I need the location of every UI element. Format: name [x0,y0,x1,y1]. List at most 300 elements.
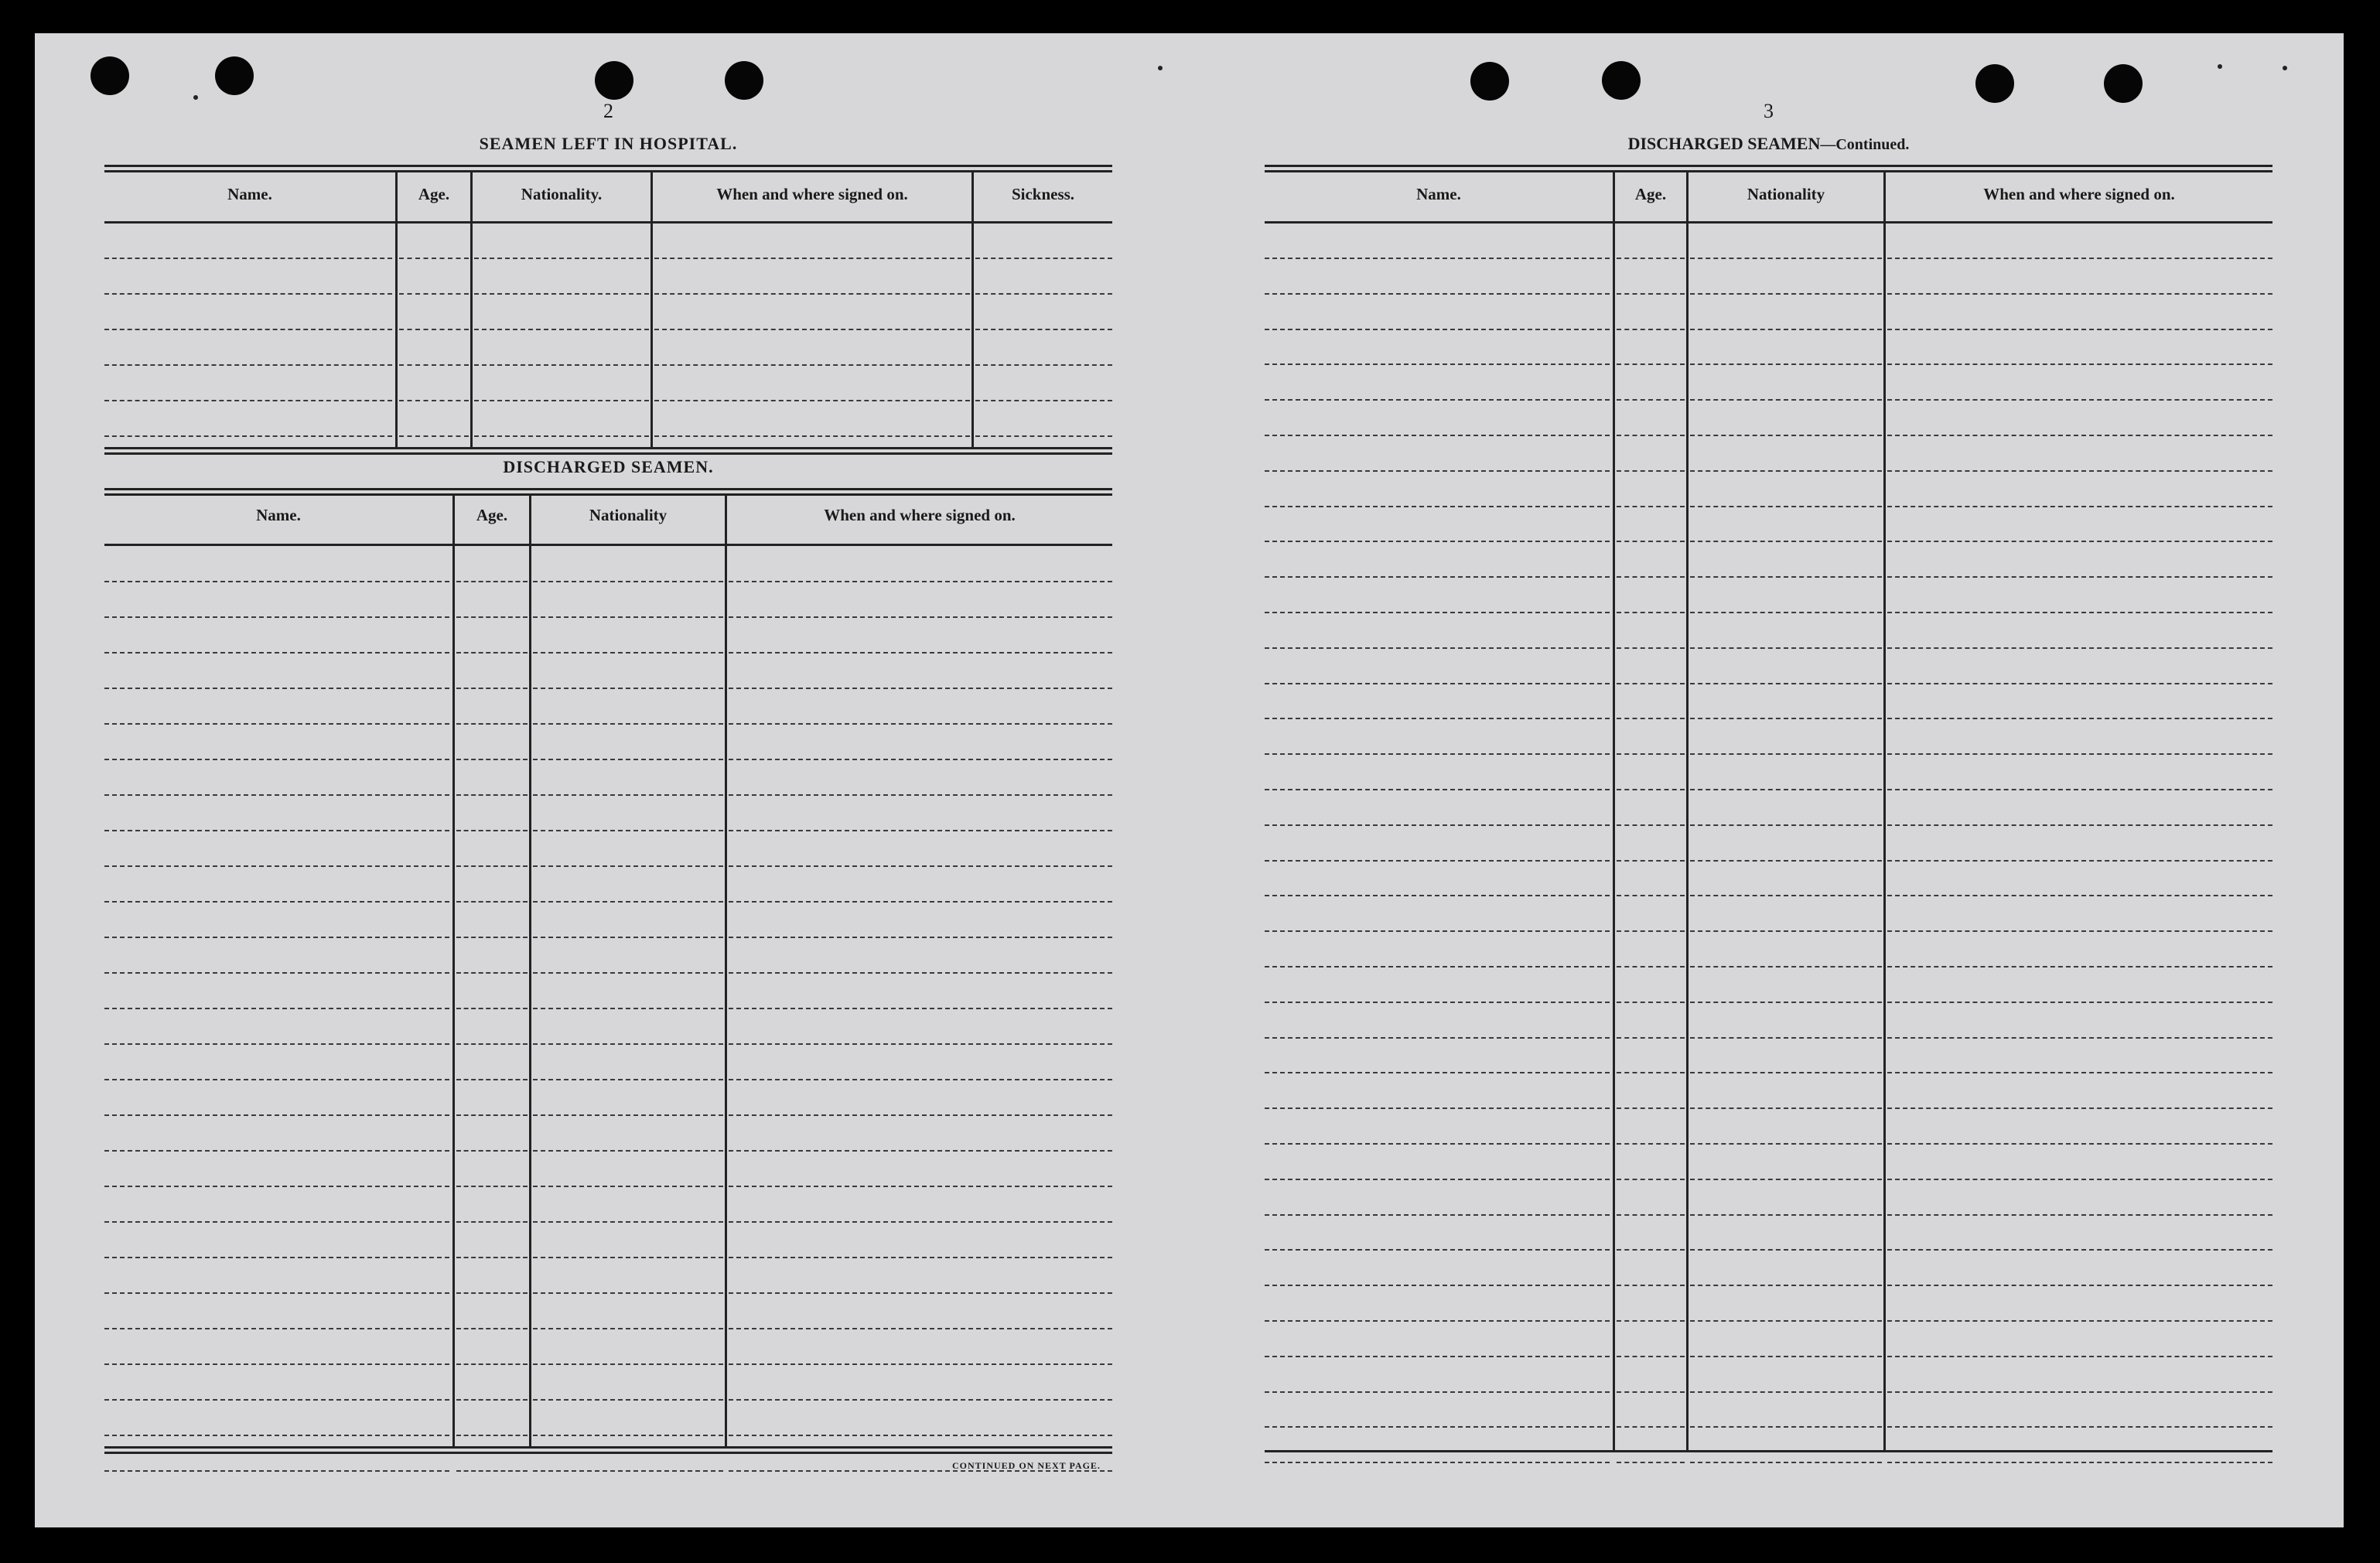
entry-line[interactable] [1265,1002,1610,1003]
entry-line[interactable] [104,1008,449,1009]
entry-line[interactable] [533,1399,723,1401]
entry-line[interactable] [1690,1107,1882,1109]
entry-line[interactable] [474,329,649,330]
entry-line[interactable] [399,400,469,401]
entry-line[interactable] [1617,541,1685,542]
entry-line[interactable] [1887,1037,2272,1039]
entry-line[interactable] [104,1470,449,1472]
entry-line[interactable] [1887,753,2272,755]
entry-line[interactable] [729,688,1112,689]
entry-line[interactable] [456,1257,528,1258]
entry-line[interactable] [1265,506,1610,507]
entry-line[interactable] [1617,1462,1685,1463]
entry-line[interactable] [1265,470,1610,472]
entry-line[interactable] [1887,399,2272,401]
entry-line[interactable] [104,901,449,903]
entry-line[interactable] [1617,399,1685,401]
entry-line[interactable] [399,364,469,366]
entry-line[interactable] [456,1221,528,1223]
entry-line[interactable] [456,1435,528,1436]
entry-line[interactable] [533,616,723,618]
entry-line[interactable] [104,688,449,689]
entry-line[interactable] [1265,1391,1610,1393]
entry-line[interactable] [1887,1143,2272,1145]
column-divider [395,172,398,447]
entry-line[interactable] [729,1043,1112,1045]
entry-line[interactable] [533,1079,723,1080]
entry-line[interactable] [729,759,1112,760]
entry-line[interactable] [456,1292,528,1294]
entry-line[interactable] [1265,541,1610,542]
entry-line[interactable] [1617,1002,1685,1003]
entry-line[interactable] [1265,1249,1610,1251]
entry-line[interactable] [1617,895,1685,896]
entry-line[interactable] [1617,1037,1685,1039]
entry-line[interactable] [1690,966,1882,967]
entry-line[interactable] [975,400,1112,401]
entry-line[interactable] [1617,612,1685,613]
entry-line[interactable] [104,329,392,330]
entry-line[interactable] [729,1399,1112,1401]
entry-line[interactable] [456,1150,528,1152]
entry-line[interactable] [1617,435,1685,436]
entry-line[interactable] [729,1150,1112,1152]
entry-line[interactable] [104,1114,449,1116]
entry-line[interactable] [474,293,649,295]
entry-line[interactable] [1617,718,1685,719]
entry-line[interactable] [1887,470,2272,472]
entry-line[interactable] [1617,293,1685,295]
entry-line[interactable] [1690,470,1882,472]
entry-line[interactable] [456,759,528,760]
entry-line[interactable] [1887,576,2272,578]
entry-line[interactable] [399,258,469,259]
entry-line[interactable] [533,1221,723,1223]
entry-line[interactable] [1887,1356,2272,1357]
entry-line[interactable] [1887,363,2272,365]
entry-line[interactable] [1690,541,1882,542]
entry-line[interactable] [975,258,1112,259]
entry-line[interactable] [1265,329,1610,330]
entry-line[interactable] [533,652,723,654]
entry-line[interactable] [533,1435,723,1436]
page-number: 3 [1764,100,1774,122]
entry-line[interactable] [533,865,723,867]
entry-line[interactable] [729,652,1112,654]
column-divider [971,172,974,447]
entry-line[interactable] [104,652,449,654]
entry-line[interactable] [533,1328,723,1329]
entry-line[interactable] [104,1363,449,1365]
entry-line[interactable] [1887,1179,2272,1180]
entry-line[interactable] [1887,683,2272,684]
entry-line[interactable] [1617,683,1685,684]
entry-line[interactable] [975,364,1112,366]
entry-line[interactable] [1690,1072,1882,1073]
entry-line[interactable] [1265,1143,1610,1145]
entry-line[interactable] [1617,1285,1685,1286]
entry-line[interactable] [1617,506,1685,507]
entry-line[interactable] [1887,1285,2272,1286]
entry-line[interactable] [729,830,1112,831]
entry-line[interactable] [104,1435,449,1436]
entry-line[interactable] [1265,1107,1610,1109]
entry-line[interactable] [1887,1107,2272,1109]
entry-line[interactable] [1690,506,1882,507]
entry-line[interactable] [1690,329,1882,330]
entry-line[interactable] [1265,895,1610,896]
entry-line[interactable] [1887,1002,2272,1003]
entry-line[interactable] [1690,647,1882,649]
entry-line[interactable] [1265,824,1610,826]
entry-line[interactable] [104,1043,449,1045]
entry-line[interactable] [1617,966,1685,967]
entry-line[interactable] [654,435,970,437]
entry-line[interactable] [104,937,449,938]
entry-line[interactable] [1690,1002,1882,1003]
entry-line[interactable] [1887,1249,2272,1251]
entry-line[interactable] [654,364,970,366]
entry-line[interactable] [456,581,528,582]
entry-line[interactable] [975,329,1112,330]
entry-line[interactable] [533,688,723,689]
entry-line[interactable] [729,1257,1112,1258]
entry-line[interactable] [729,972,1112,974]
entry-line[interactable] [104,616,449,618]
entry-line[interactable] [1617,824,1685,826]
entry-line[interactable] [729,1186,1112,1187]
entry-line[interactable] [1887,1214,2272,1216]
entry-line[interactable] [456,794,528,796]
entry-line[interactable] [729,901,1112,903]
entry-line[interactable] [1265,1214,1610,1216]
double-rule [104,165,1112,167]
section-title-discharged: DISCHARGED SEAMEN. [503,457,714,476]
entry-line[interactable] [1690,1214,1882,1216]
entry-line[interactable] [533,972,723,974]
entry-line[interactable] [729,1079,1112,1080]
entry-line[interactable] [104,581,449,582]
entry-line[interactable] [729,865,1112,867]
entry-line[interactable] [456,1363,528,1365]
entry-line[interactable] [104,865,449,867]
entry-line[interactable] [533,723,723,725]
entry-line[interactable] [456,1328,528,1329]
entry-line[interactable] [104,1150,449,1152]
entry-line[interactable] [1265,1356,1610,1357]
entry-line[interactable] [1617,1072,1685,1073]
entry-line[interactable] [1887,824,2272,826]
entry-line[interactable] [1265,966,1610,967]
entry-line[interactable] [1265,683,1610,684]
entry-line[interactable] [104,794,449,796]
entry-line[interactable] [1690,753,1882,755]
entry-line[interactable] [533,794,723,796]
entry-line[interactable] [533,830,723,831]
entry-line[interactable] [104,1221,449,1223]
entry-line[interactable] [1690,895,1882,896]
entry-line[interactable] [533,937,723,938]
entry-line[interactable] [456,901,528,903]
entry-line[interactable] [1265,718,1610,719]
entry-line[interactable] [729,1221,1112,1223]
entry-line[interactable] [1690,1462,1882,1463]
entry-line[interactable] [533,901,723,903]
entry-line[interactable] [456,652,528,654]
entry-line[interactable] [1887,1426,2272,1428]
entry-line[interactable] [1887,329,2272,330]
entry-line[interactable] [104,1292,449,1294]
entry-line[interactable] [1690,1037,1882,1039]
entry-line[interactable] [1690,1356,1882,1357]
entry-line[interactable] [1690,683,1882,684]
entry-line[interactable] [456,1114,528,1116]
entry-line[interactable] [533,1150,723,1152]
entry-line[interactable] [729,1363,1112,1365]
right-page [1265,33,2272,1527]
entry-line[interactable] [399,329,469,330]
entry-line[interactable] [1265,1179,1610,1180]
entry-line[interactable] [1887,718,2272,719]
entry-line[interactable] [456,688,528,689]
entry-line[interactable] [533,759,723,760]
entry-line[interactable] [1265,1072,1610,1073]
entry-line[interactable] [456,937,528,938]
entry-line[interactable] [456,830,528,831]
entry-line[interactable] [729,1328,1112,1329]
entry-line[interactable] [1887,930,2272,932]
entry-line[interactable] [533,1043,723,1045]
entry-line[interactable] [474,435,649,437]
entry-line[interactable] [1617,1426,1685,1428]
entry-line[interactable] [1887,1320,2272,1322]
column-header-signed-on: When and where signed on. [824,506,1016,524]
entry-line[interactable] [1265,789,1610,790]
entry-line[interactable] [975,293,1112,295]
entry-line[interactable] [1617,576,1685,578]
entry-line[interactable] [729,937,1112,938]
entry-line[interactable] [729,794,1112,796]
entry-line[interactable] [104,1399,449,1401]
entry-line[interactable] [1887,647,2272,649]
entry-line[interactable] [104,1186,449,1187]
entry-line[interactable] [1887,435,2272,436]
entry-line[interactable] [1690,612,1882,613]
column-divider [529,496,531,1446]
entry-line[interactable] [1617,1214,1685,1216]
entry-line[interactable] [533,1008,723,1009]
entry-line[interactable] [456,723,528,725]
entry-line[interactable] [975,435,1112,437]
entry-line[interactable] [1690,576,1882,578]
entry-line[interactable] [1690,1426,1882,1428]
entry-line[interactable] [456,1043,528,1045]
entry-line[interactable] [533,1363,723,1365]
entry-line[interactable] [1617,930,1685,932]
entry-line[interactable] [104,364,392,366]
entry-line[interactable] [104,293,392,295]
entry-line[interactable] [729,581,1112,582]
entry-line[interactable] [1617,329,1685,330]
column-header-signed-on: When and where signed on. [716,185,908,203]
entry-line[interactable] [1887,612,2272,613]
entry-line[interactable] [533,1470,723,1472]
entry-line[interactable] [1617,1107,1685,1109]
entry-line[interactable] [456,1008,528,1009]
entry-line[interactable] [1887,1391,2272,1393]
entry-line[interactable] [1617,1143,1685,1145]
entry-line[interactable] [456,616,528,618]
entry-line[interactable] [533,1257,723,1258]
entry-line[interactable] [1265,1037,1610,1039]
entry-line[interactable] [1887,293,2272,295]
entry-line[interactable] [456,1399,528,1401]
entry-line[interactable] [1690,1143,1882,1145]
section-title-hospital: SEAMEN LEFT IN HOSPITAL. [479,134,738,153]
entry-line[interactable] [474,258,649,259]
entry-line[interactable] [1690,1320,1882,1322]
entry-line[interactable] [104,258,392,259]
entry-line[interactable] [399,435,469,437]
entry-line[interactable] [104,1328,449,1329]
column-divider [452,496,455,1446]
header-rule [104,544,1112,546]
entry-line[interactable] [1887,258,2272,259]
entry-line[interactable] [104,1257,449,1258]
section-title-discharged-continued [1265,134,2272,154]
entry-line[interactable] [533,581,723,582]
entry-line[interactable] [1617,1320,1685,1322]
entry-line[interactable] [1887,1072,2272,1073]
entry-line[interactable] [1265,1426,1610,1428]
column-header-age: Age. [476,506,508,524]
entry-line[interactable] [1617,470,1685,472]
entry-line[interactable] [1617,647,1685,649]
entry-line[interactable] [1265,1285,1610,1286]
entry-line[interactable] [533,1186,723,1187]
entry-line[interactable] [1617,1391,1685,1393]
double-rule [104,170,1112,172]
entry-line[interactable] [1690,1249,1882,1251]
entry-line[interactable] [1690,1285,1882,1286]
ink-speck [1158,66,1163,70]
entry-line[interactable] [104,972,449,974]
entry-line[interactable] [399,293,469,295]
entry-line[interactable] [1887,541,2272,542]
entry-line[interactable] [1617,860,1685,862]
entry-line[interactable] [1617,1249,1685,1251]
entry-line[interactable] [1887,860,2272,862]
entry-line[interactable] [456,1079,528,1080]
entry-line[interactable] [1690,930,1882,932]
entry-line[interactable] [654,258,970,259]
entry-line[interactable] [1690,258,1882,259]
entry-line[interactable] [1617,789,1685,790]
entry-line[interactable] [104,1079,449,1080]
entry-line[interactable] [729,723,1112,725]
entry-line[interactable] [1887,895,2272,896]
entry-line[interactable] [456,1186,528,1187]
entry-line[interactable] [1617,753,1685,755]
entry-line[interactable] [654,329,970,330]
entry-line[interactable] [104,435,392,437]
entry-line[interactable] [729,1435,1112,1436]
entry-line[interactable] [729,1008,1112,1009]
entry-line[interactable] [1265,1462,1610,1463]
entry-line[interactable] [1265,647,1610,649]
column-header-signed-on: When and where signed on. [1983,185,2175,203]
entry-line[interactable] [729,1292,1112,1294]
entry-line[interactable] [474,364,649,366]
entry-line[interactable] [104,759,449,760]
entry-line[interactable] [1690,718,1882,719]
double-rule [104,488,1112,490]
entry-line[interactable] [1265,860,1610,862]
entry-line[interactable] [1887,789,2272,790]
entry-line[interactable] [1690,435,1882,436]
entry-line[interactable] [1265,1320,1610,1322]
entry-line[interactable] [1265,399,1610,401]
entry-line[interactable] [1690,293,1882,295]
entry-line[interactable] [654,400,970,401]
entry-line[interactable] [1690,399,1882,401]
entry-line[interactable] [1265,293,1610,295]
entry-line[interactable] [1617,363,1685,365]
entry-line[interactable] [1690,1391,1882,1393]
entry-line[interactable] [1690,363,1882,365]
entry-line[interactable] [104,830,449,831]
entry-line[interactable] [729,1114,1112,1116]
entry-line[interactable] [1265,753,1610,755]
entry-line[interactable] [1690,1179,1882,1180]
entry-line[interactable] [1690,789,1882,790]
entry-line[interactable] [1265,612,1610,613]
entry-line[interactable] [654,293,970,295]
continued-note: CONTINUED ON NEXT PAGE. [952,1460,1101,1471]
entry-line[interactable] [1887,1462,2272,1463]
entry-line[interactable] [456,972,528,974]
entry-line[interactable] [533,1114,723,1116]
page-number: 2 [603,100,613,122]
entry-line[interactable] [1265,258,1610,259]
entry-line[interactable] [1265,363,1610,365]
entry-line[interactable] [1265,930,1610,932]
entry-line[interactable] [533,1292,723,1294]
entry-line[interactable] [1690,860,1882,862]
entry-line[interactable] [456,1470,528,1472]
bottom-rule [1265,1450,2272,1452]
entry-line[interactable] [1617,1179,1685,1180]
section-title-text: DISCHARGED SEAMEN [1627,134,1821,153]
entry-line[interactable] [104,400,392,401]
column-divider [470,172,473,447]
entry-line[interactable] [104,723,449,725]
entry-line[interactable] [1887,966,2272,967]
entry-line[interactable] [474,400,649,401]
entry-line[interactable] [1887,506,2272,507]
entry-line[interactable] [1690,824,1882,826]
entry-line[interactable] [1617,258,1685,259]
column-divider [1686,172,1689,1450]
double-rule [104,1452,1112,1454]
entry-line[interactable] [1265,576,1610,578]
column-header-nationality: Nationality. [521,185,603,203]
entry-line[interactable] [456,865,528,867]
entry-line[interactable] [1265,435,1610,436]
entry-line[interactable] [1617,1356,1685,1357]
column-header-name: Name. [1416,185,1461,203]
entry-line[interactable] [729,616,1112,618]
